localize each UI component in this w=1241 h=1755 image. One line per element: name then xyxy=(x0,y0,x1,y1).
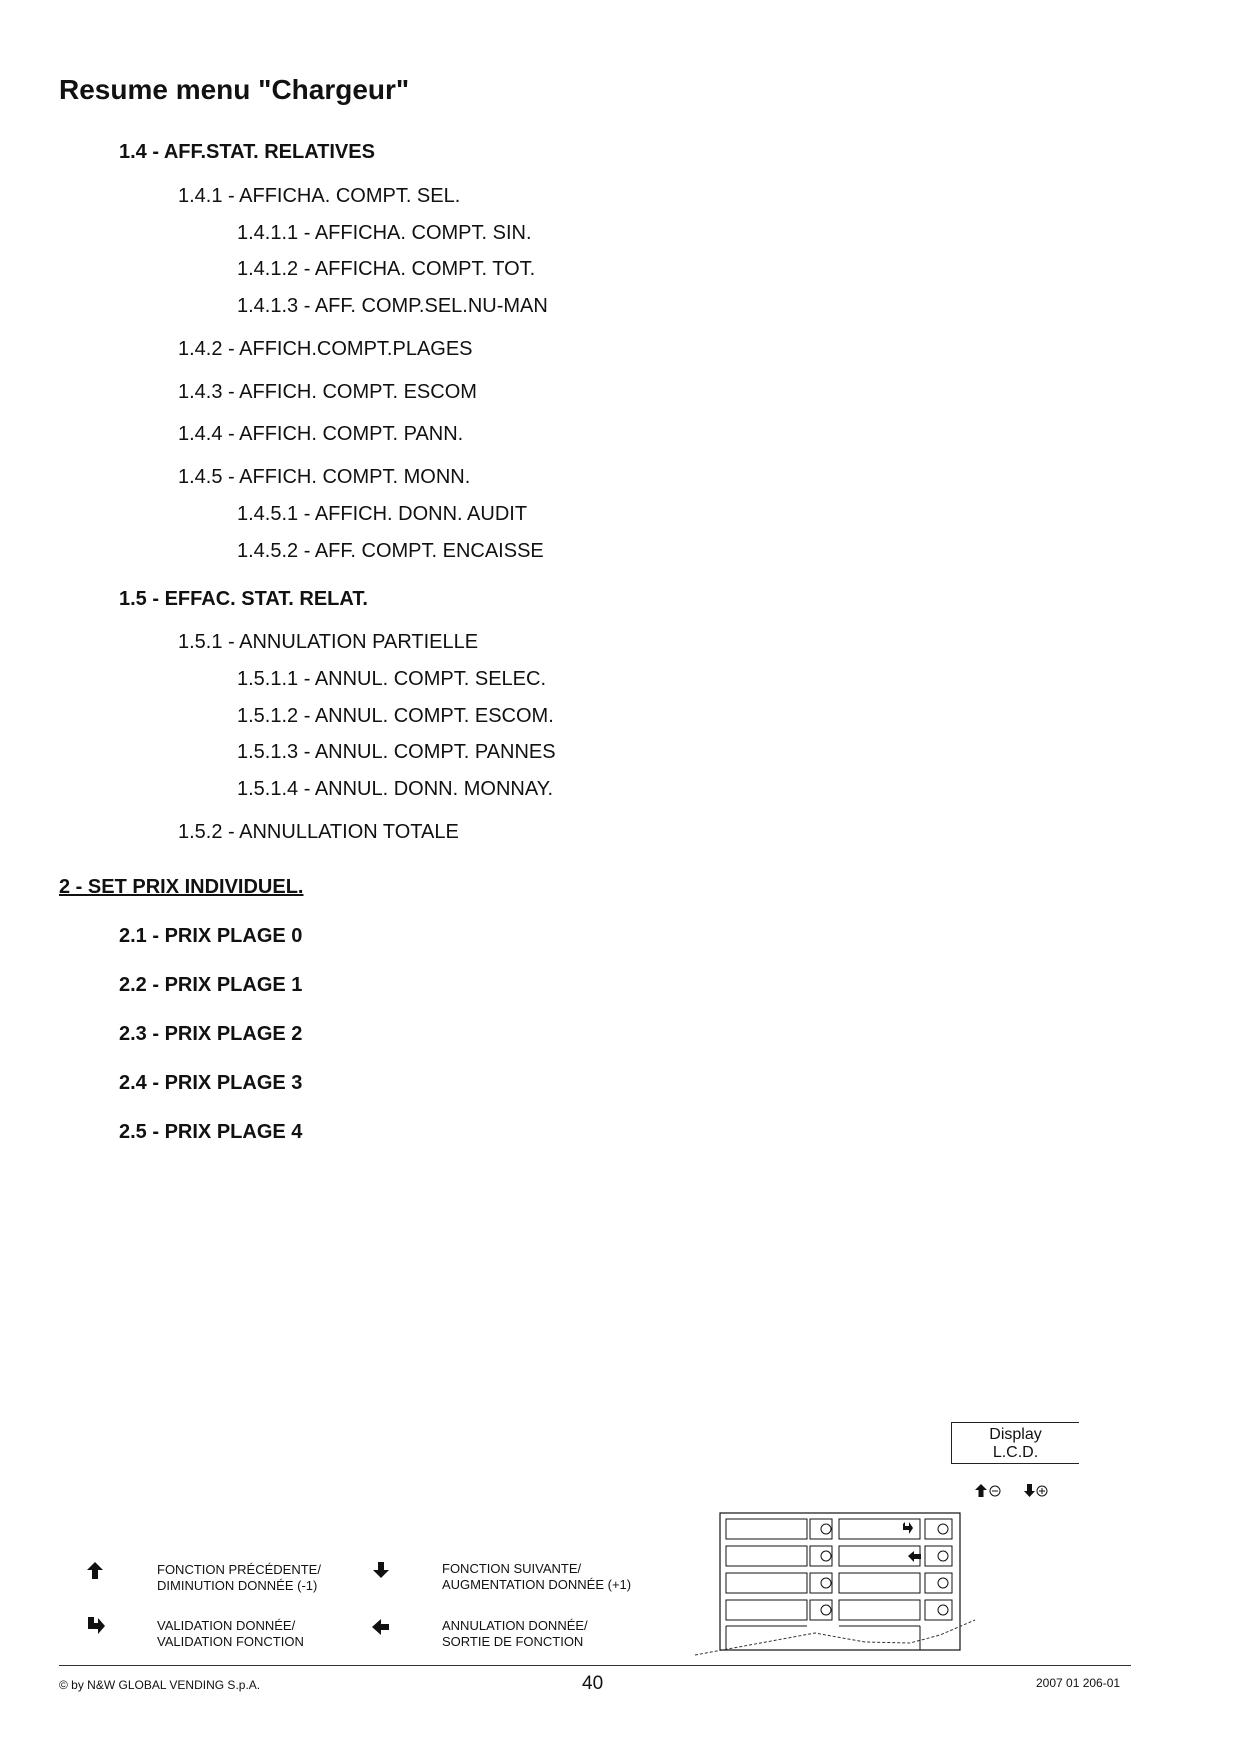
display-line-1: Display xyxy=(989,1426,1042,1443)
menu-item-2-3: 2.3 - PRIX PLAGE 2 xyxy=(119,1023,303,1045)
menu-item-1-4-4: 1.4.4 - AFFICH. COMPT. PANN. xyxy=(178,423,464,445)
legend-enter-line-1: VALIDATION DONNÉE/ xyxy=(157,1618,296,1633)
arrow-left-icon xyxy=(908,1551,921,1562)
legend-up-line-1: FONCTION PRÉCÉDENTE/ xyxy=(157,1562,321,1577)
menu-item-1-4-1-3: 1.4.1.3 - AFF. COMP.SEL.NU-MAN xyxy=(237,295,548,317)
legend-enter-line-2: VALIDATION FONCTION xyxy=(157,1634,304,1649)
menu-item-1-4-5-2: 1.4.5.2 - AFF. COMPT. ENCAISSE xyxy=(237,540,544,562)
plus-circle-icon xyxy=(1037,1486,1047,1496)
keypad-diagram xyxy=(695,1512,980,1662)
menu-item-1-5-2: 1.5.2 - ANNULLATION TOTALE xyxy=(178,821,459,843)
arrow-up-icon xyxy=(86,1561,106,1581)
legend-down xyxy=(442,1561,631,1593)
section-2-heading: 2 - SET PRIX INDIVIDUEL. xyxy=(59,876,304,898)
legend-down-line-1: FONCTION SUIVANTE/ xyxy=(442,1561,582,1576)
menu-item-1-5-1: 1.5.1 - ANNULATION PARTIELLE xyxy=(178,631,479,653)
menu-item-1-5-1-1: 1.5.1.1 - ANNUL. COMPT. SELEC. xyxy=(237,668,546,690)
page-number: 40 xyxy=(582,1673,604,1694)
menu-item-1-4-2: 1.4.2 - AFFICH.COMPT.PLAGES xyxy=(178,338,473,360)
menu-item-1-5-1-4: 1.5.1.4 - ANNUL. DONN. MONNAY. xyxy=(237,778,554,800)
legend-back-line-2: SORTIE DE FONCTION xyxy=(442,1634,584,1649)
page-title: Resume menu "Chargeur" xyxy=(59,74,410,105)
menu-item-1-4-5: 1.4.5 - AFFICH. COMPT. MONN. xyxy=(178,466,471,488)
legend-back xyxy=(442,1618,588,1650)
minus-circle-icon xyxy=(990,1486,1000,1496)
legend-enter xyxy=(157,1618,304,1650)
footer-copyright: © by N&W GLOBAL VENDING S.p.A. xyxy=(59,1678,261,1692)
footer-doc-code: 2007 01 206-01 xyxy=(1036,1676,1121,1690)
display-lcd-label xyxy=(951,1422,1079,1464)
enter-arrow-icon xyxy=(86,1616,108,1636)
legend-up xyxy=(157,1562,321,1594)
menu-item-2-2: 2.2 - PRIX PLAGE 1 xyxy=(119,974,303,996)
arrow-down-icon xyxy=(1024,1484,1035,1497)
legend-up-line-2: DIMINUTION DONNÉE (-1) xyxy=(157,1578,318,1593)
menu-item-1-4-1: 1.4.1 - AFFICHA. COMPT. SEL. xyxy=(178,185,461,207)
arrow-up-icon xyxy=(975,1484,987,1497)
footer-divider xyxy=(59,1665,1131,1666)
keypad-direction-icons xyxy=(975,1483,1065,1501)
menu-item-2-5: 2.5 - PRIX PLAGE 4 xyxy=(119,1121,303,1143)
menu-item-1-4-5-1: 1.4.5.1 - AFFICH. DONN. AUDIT xyxy=(237,503,528,525)
menu-item-1-4: 1.4 - AFF.STAT. RELATIVES xyxy=(119,141,375,163)
display-line-2: L.C.D. xyxy=(992,1444,1039,1461)
legend-down-line-2: AUGMENTATION DONNÉE (+1) xyxy=(442,1577,632,1592)
legend-back-line-1: ANNULATION DONNÉE/ xyxy=(442,1618,588,1633)
arrow-left-icon xyxy=(371,1618,393,1636)
menu-item-2-4: 2.4 - PRIX PLAGE 3 xyxy=(119,1072,303,1094)
menu-item-1-4-1-1: 1.4.1.1 - AFFICHA. COMPT. SIN. xyxy=(237,222,532,244)
menu-item-1-4-3: 1.4.3 - AFFICH. COMPT. ESCOM xyxy=(178,381,477,403)
menu-item-1-5-1-3: 1.5.1.3 - ANNUL. COMPT. PANNES xyxy=(237,741,556,763)
menu-item-1-5: 1.5 - EFFAC. STAT. RELAT. xyxy=(119,588,368,610)
menu-item-2-1: 2.1 - PRIX PLAGE 0 xyxy=(119,925,303,947)
menu-item-1-5-1-2: 1.5.1.2 - ANNUL. COMPT. ESCOM. xyxy=(237,705,554,727)
menu-item-1-4-1-2: 1.4.1.2 - AFFICHA. COMPT. TOT. xyxy=(237,258,536,280)
arrow-down-icon xyxy=(371,1561,391,1581)
enter-arrow-icon xyxy=(903,1522,913,1534)
